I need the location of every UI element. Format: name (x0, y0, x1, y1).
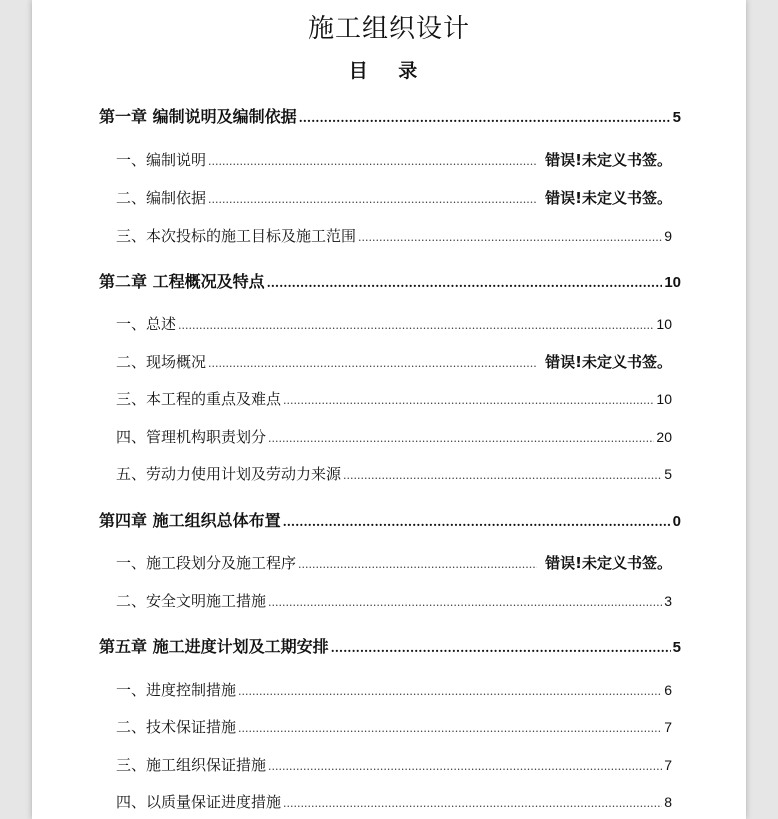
toc-entry-title: 一、进度控制措施 (116, 681, 237, 699)
toc-chapter-5[interactable] (99, 634, 681, 657)
toc-page-error: 错误!未定义书签。 (545, 189, 672, 207)
toc-page-number: 8 (664, 794, 672, 810)
toc-entry-title: 第五章 施工进度计划及工期安排 (99, 637, 329, 656)
toc-entry-title: 三、施工组织保证措施 (116, 756, 267, 774)
dot-leader (283, 515, 671, 529)
dot-leader (208, 193, 537, 206)
dot-leader (267, 276, 663, 290)
toc-page-number: 5 (672, 109, 681, 126)
toc-entry-title: 二、编制依据 (116, 189, 207, 207)
toc-entry-title: 第一章 编制说明及编制依据 (99, 107, 297, 126)
toc-chapter-2[interactable] (99, 269, 681, 292)
toc-entry-title: 一、编制说明 (116, 151, 207, 169)
toc-entry-title: 二、安全文明施工措施 (116, 592, 267, 610)
dot-leader (283, 394, 654, 407)
dot-leader (358, 231, 662, 244)
toc-page-number: 3 (664, 593, 672, 609)
table-of-contents (32, 0, 746, 819)
toc-page-number: 10 (656, 391, 672, 407)
toc-page-number: 10 (656, 316, 672, 332)
toc-section[interactable] (116, 716, 672, 737)
toc-entry-title: 一、施工段划分及施工程序 (116, 554, 297, 572)
toc-section[interactable] (116, 225, 672, 246)
toc-section[interactable] (116, 463, 672, 484)
dot-leader (268, 432, 654, 445)
toc-section[interactable] (116, 187, 672, 208)
toc-page-number: 0 (672, 513, 681, 530)
document-page (32, 0, 746, 819)
document-title: 施工组织设计 (307, 14, 470, 44)
toc-entry-title: 二、现场概况 (116, 353, 207, 371)
toc-entry-title: 五、劳动力使用计划及劳动力来源 (116, 465, 342, 483)
toc-section[interactable] (116, 679, 672, 700)
toc-entry-title: 第四章 施工组织总体布置 (99, 511, 281, 530)
toc-page-number: 9 (664, 228, 672, 244)
toc-chapter-1[interactable] (99, 104, 681, 127)
dot-leader (268, 760, 662, 773)
toc-page-number: 6 (664, 682, 672, 698)
dot-leader (178, 319, 654, 332)
toc-section[interactable] (116, 552, 672, 573)
toc-section[interactable] (116, 791, 672, 812)
toc-section[interactable] (116, 149, 672, 170)
dot-leader (331, 641, 671, 655)
toc-page-number: 5 (672, 639, 681, 656)
toc-page-error: 错误!未定义书签。 (545, 353, 672, 371)
toc-entry-title: 四、以质量保证进度措施 (116, 793, 282, 811)
dot-leader (283, 797, 662, 810)
toc-page-number: 7 (664, 719, 672, 735)
dot-leader (238, 685, 662, 698)
toc-page-error: 错误!未定义书签。 (545, 554, 672, 572)
toc-page-number: 7 (664, 757, 672, 773)
toc-entry-title: 四、管理机构职责划分 (116, 428, 267, 446)
dot-leader (343, 469, 662, 482)
dot-leader (208, 155, 537, 168)
toc-section[interactable] (116, 426, 672, 447)
toc-entry-title: 第二章 工程概况及特点 (99, 272, 265, 291)
toc-section[interactable] (116, 388, 672, 409)
toc-entry-title: 三、本工程的重点及难点 (116, 390, 282, 408)
toc-heading: 目 录 (348, 60, 430, 82)
toc-section[interactable] (116, 313, 672, 334)
toc-section[interactable] (116, 590, 672, 611)
toc-entry-title: 一、总述 (116, 315, 177, 333)
toc-page-number: 20 (656, 429, 672, 445)
toc-chapter-4[interactable] (99, 508, 681, 531)
toc-section[interactable] (116, 754, 672, 775)
dot-leader (268, 596, 662, 609)
dot-leader (299, 111, 671, 125)
dot-leader (238, 722, 662, 735)
dot-leader (298, 558, 537, 571)
toc-page-number: 5 (664, 466, 672, 482)
toc-page-number: 10 (664, 274, 681, 291)
toc-entry-title: 二、技术保证措施 (116, 718, 237, 736)
dot-leader (208, 357, 537, 370)
toc-page-error: 错误!未定义书签。 (545, 151, 672, 169)
toc-section[interactable] (116, 351, 672, 372)
toc-entry-title: 三、本次投标的施工目标及施工范围 (116, 227, 357, 245)
